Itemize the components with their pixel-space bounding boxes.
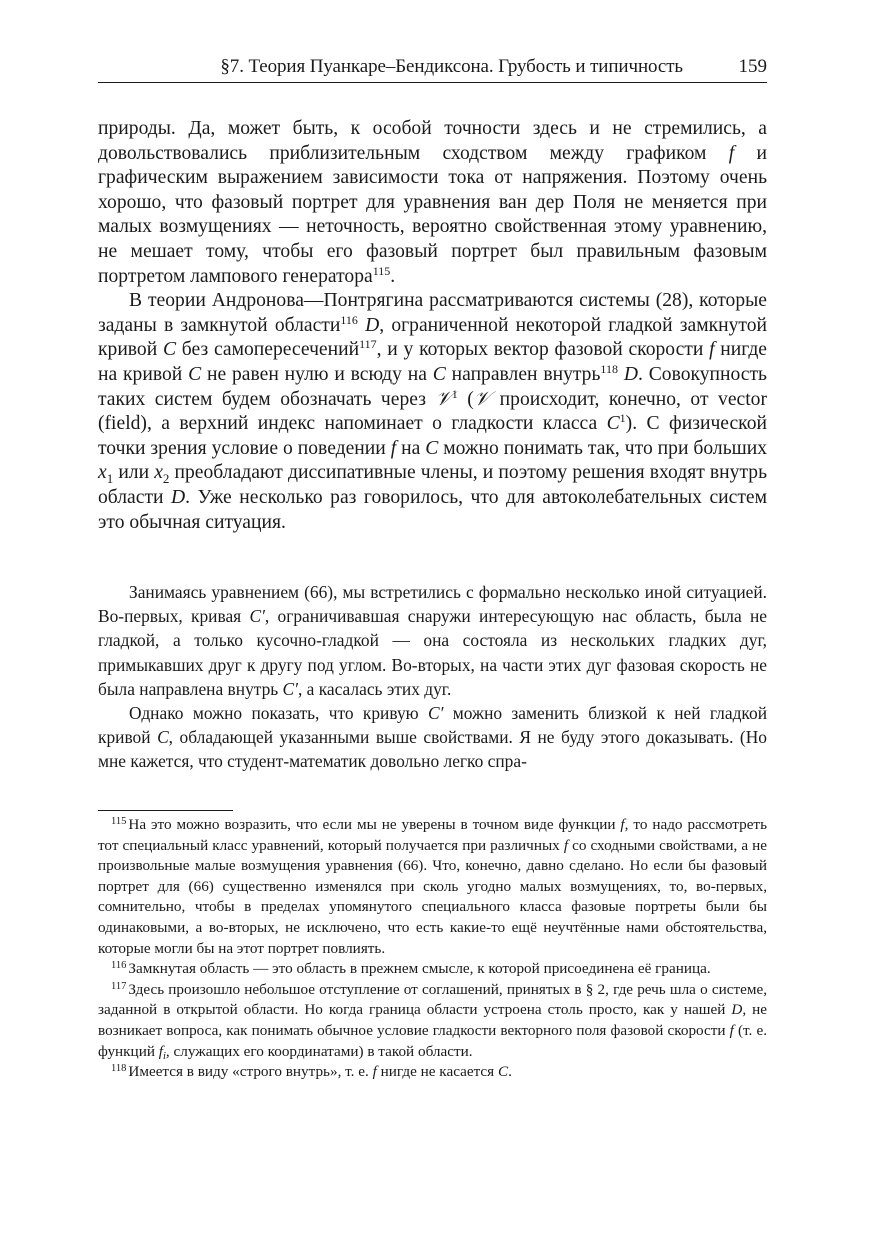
main-text [98,117,767,535]
paragraph: Занимаясь уравнением (66), мы встретились с формально несколько иной ситуацией. Во-первых, кривая C′, ограничивавшая снаружи интересующую нас область, была не гладкой, а только кусочно-гладкой — она состояла из нескольких гладких дуг, примыкавших друг к другу под углом. Во-вторых, на части этих дуг фазовая скорость не была направлена внутрь C′, а касалась этих дуг. [98,582,767,699]
footnote-divider [98,810,233,811]
footnote-115: $^{115}$ На это можно возразить, что если мы не уверены в точном виде функции f, то надо рассмотреть тот специальный класс уравнений, который получается при различных f со сходными свойствами, а не произвольные малые возмущения уравнения (66). Что, конечно, давно сделано. Но если бы фазовый портрет для (66) существенно изменялся при сколь угодно малых возмущениях, то, во-первых, сомнительно, чтобы в пределах упомянутого специального класса фазовые портреты были бы одинаковыми, а во-вторых, не исключено, что есть какие-то ещё неучтённые нами обстоятельства, которые могли бы на этот портрет повлиять. [98,816,767,957]
paragraph: природы. Да, может быть, к особой точности здесь и не стремились, а довольствовались приблизительным сходством между графиком f и графическим выражением зависимости тока от напряжения. Поэтому очень хорошо, что фазовый портрет для уравнения ван дер Поля не меняется при малых возмущениях — неточность, вероятно свойственная этому уравнению, не мешает тому, чтобы его фазовый портрет был правильным фазовым портретом лампового генератора$^{115}$. [98,118,768,287]
footnote-ref: 117 [359,337,377,352]
small-print-remark [98,580,767,774]
footnote-118: $^{118}$ Имеется в виду «строго внутрь», т. е. f нигде не касается C. [111,1063,512,1081]
paragraph: Однако можно показать, что кривую C′ можно заменить близкой к ней гладкой кривой C, обладающей указанными выше свойствами. Я не буду этого доказывать. (Но мне кажется, что студент-математик довольно легко спра- [98,703,767,772]
paragraph: В теории Андронова—Понтрягина рассматриваются системы (28), которые заданы в замкнутой области$^{116}$ D, ограниченной некоторой гладкой замкнутой кривой C без самопересечений$^{117}$, и у которых вектор фазовой скорости f нигде на кривой C не равен нулю и всюду на C направлен внутрь$^{118}$ D. Совокупность таких систем будем обозначать через 𝒱$^1$ (𝒱 происходит, конечно, от vector (field), а верхний индекс напоминает о гладкости класса $C^1$). С физической точки зрения условие о поведении f на C можно понимать так, что при больших $x_1$ или $x_2$ преобладают диссипативные члены, и поэтому решения входят внутрь области D. Уже несколько раз говорилось, что для автоколебательных систем это обычная ситуация. [98,290,768,533]
footnote-117: $^{117}$ Здесь произошло небольшое отступление от соглашений, принятых в § 2, где речь шла о системе, заданной в открытой области. Но когда граница области устроена столь просто, как у нашей D, не возникает вопроса, как понимать обычное условие гладкости векторного поля фазовой скорости f (т. е. функций fi, служащих его координатами) в такой области. [98,980,768,1062]
footnotes [98,815,767,1083]
footnote-ref: 118 [600,361,618,376]
footnote-ref: 115 [372,263,391,278]
footnote-116: $^{116}$ Замкнутая область — это область в прежнем смысле, к которой присоединена её граница. [111,960,711,978]
running-title: §7. Теория Пуанкаре–Бендиксона. Грубость и типичность [220,56,683,77]
footnote-ref: 116 [340,312,358,327]
running-header [98,52,767,83]
page-number: 159 [738,56,767,77]
